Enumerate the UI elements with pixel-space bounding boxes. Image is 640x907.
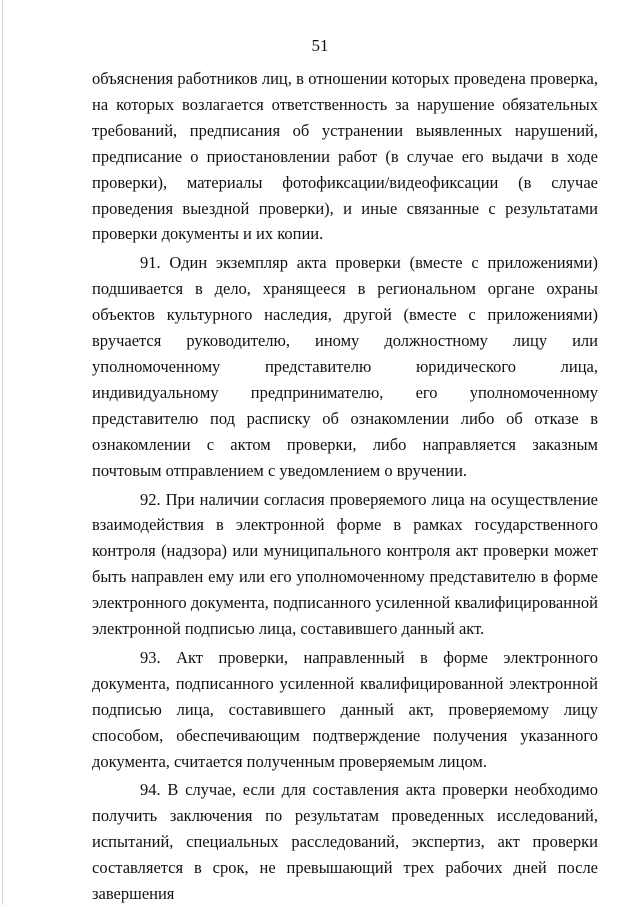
document-body bbox=[92, 66, 598, 907]
paragraph-93: 93. Акт проверки, направленный в форме электронного документа, подписанного усиленной квалифицированной электронной подписью лица, составившего данный акт, проверяемому лицу способом, обеспечивающим подтверждение получения указанного документа, считается полученным проверяемым лицом. bbox=[92, 647, 598, 771]
paragraph-continuation: объяснения работников лиц, в отношении которых проведена проверка, на которых возлагается ответственность за нарушение обязательных требований, предписания об устранении выявленных нарушений, предписание о приостановлении работ (в случае его выдачи в ходе проверки), материалы фотофиксации/видеофиксации (в случае проведения выездной проверки), и иные связанные с результатами проверки документы и их копии. bbox=[92, 69, 598, 244]
paragraph-92: 92. При наличии согласия проверяемого лица на осуществление взаимодействия в электронной форме в рамках государственного контроля (надзора) или муниципального контроля акт проверки может быть направлен ему или его уполномоченному представителю в форме электронного документа, подписанного усиленной квалифицированной электронной подписью лица, составившего данный акт. bbox=[92, 489, 598, 639]
page-number: 51 bbox=[311, 36, 329, 55]
paragraph-91: 91. Один экземпляр акта проверки (вместе с приложениями) подшивается в дело, хранящееся в региональном органе охраны объектов культурного наследия, другой (вместе с приложениями) вручается руководителю, иному должностному лицу или уполномоченному представителю юридического лица, индивидуальному предпринимателю, его уполномоченному представителю под расписку об ознакомлении либо об отказе в ознакомлении с актом проверки, либо направляется заказным почтовым отправлением с уведомлением о вручении. bbox=[92, 253, 598, 480]
scan-edge-line bbox=[2, 0, 3, 905]
paragraph-94: 94. В случае, если для составления акта проверки необходимо получить заключения по результатам проведенных исследований, испытаний, специальных расследований, экспертиз, акт проверки составляется в срок, не превышающий трех рабочих дней после завершения bbox=[92, 780, 598, 904]
